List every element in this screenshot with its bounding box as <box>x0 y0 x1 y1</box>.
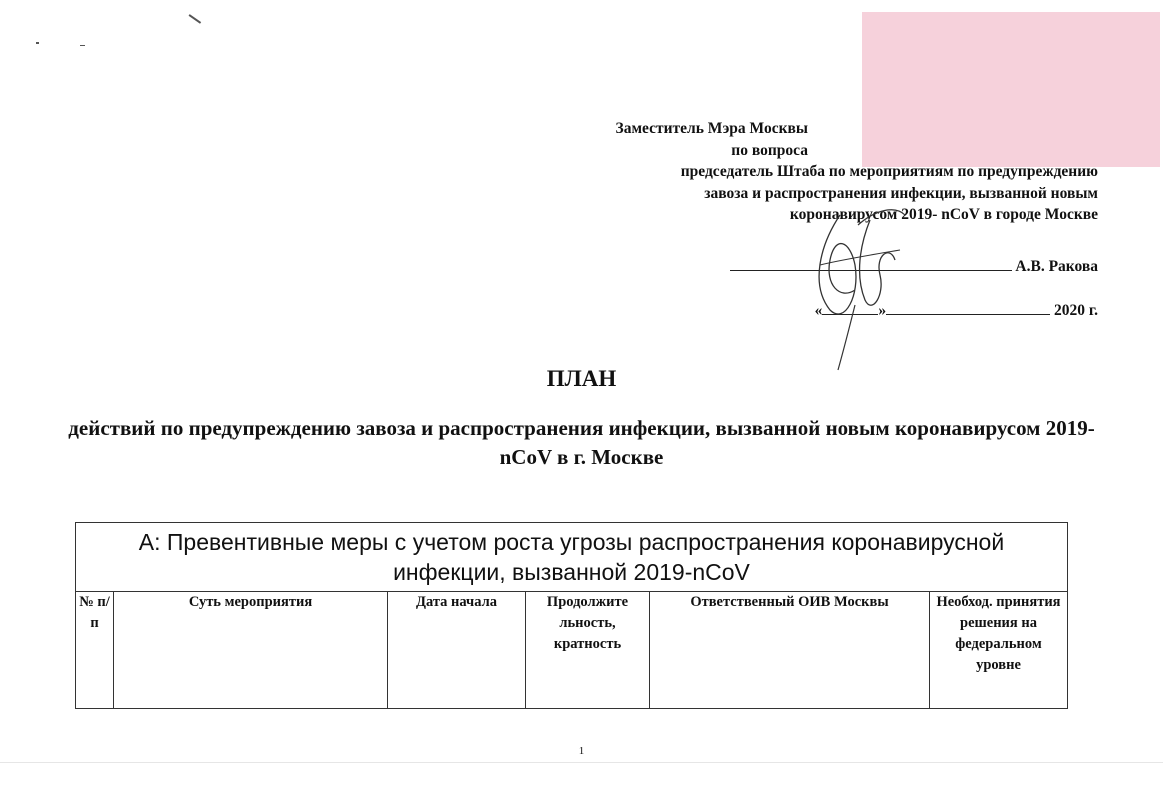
date-quote-open: « <box>814 302 823 319</box>
section-heading: А: Превентивные меры с учетом роста угрозы распространения коронавирусной инфекции, вызванной 2019-nCoV <box>76 523 1068 592</box>
approval-line-issues: по вопроса <box>731 141 808 159</box>
scan-speck <box>189 14 201 23</box>
approval-year: 2020 г. <box>1053 302 1098 319</box>
column-header-responsible: Ответственный ОИВ Москвы <box>650 592 930 709</box>
month-underline <box>886 300 1050 315</box>
signature-line <box>730 256 1098 276</box>
approval-line-import: завоза и распространения инфекции, вызванной новым <box>704 184 1098 202</box>
column-header-federal-decision: Необход. принятия решения на федеральном уровне <box>930 592 1068 709</box>
column-header-essence: Суть мероприятия <box>114 592 388 709</box>
plan-table <box>75 522 1068 709</box>
scan-speck <box>36 42 39 44</box>
column-header-number: № п/ п <box>76 592 114 709</box>
page-number: 1 <box>578 745 585 757</box>
date-quote-close: » <box>878 302 887 319</box>
page-footer-rule <box>0 762 1163 763</box>
column-header-start-date: Дата начала <box>388 592 526 709</box>
scan-speck <box>80 45 85 46</box>
column-header-duration: Продолжите льность, кратность <box>526 592 650 709</box>
approval-line-virus: коронавирусом 2019- nCoV в городе Москве <box>789 206 1098 223</box>
approval-line-position: Заместитель Мэра Москвы <box>615 120 808 137</box>
approval-line-chairman: председатель Штаба по мероприятиям по предупреждению <box>680 163 1098 180</box>
document-subtitle: действий по предупреждению завоза и распространения инфекции, вызванной новым коронавирусом 2019-nCoV в г. Москве <box>68 416 1095 469</box>
signatory-name: А.В. Ракова <box>1015 258 1098 275</box>
document-title: ПЛАН <box>546 366 617 391</box>
handwritten-signature <box>800 205 910 375</box>
